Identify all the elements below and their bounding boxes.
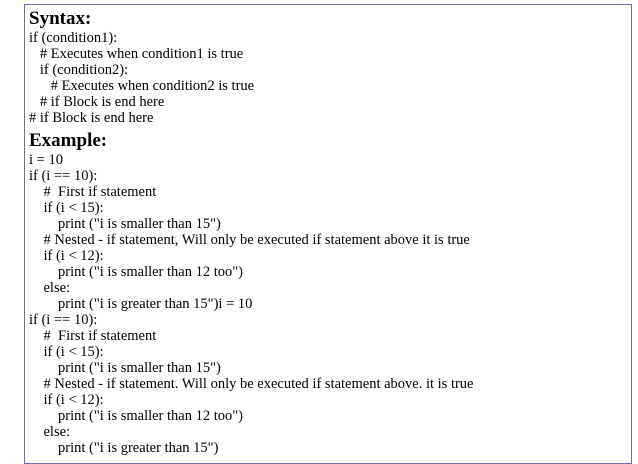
code-line: print ("i is smaller than 15") [29,360,221,376]
code-line: i = 10 [29,152,63,168]
code-line: # First if statement [29,184,157,200]
document-page [24,4,632,464]
code-line: if (i == 10): [29,168,98,184]
example-code-block [29,152,627,456]
code-line: if (condition2): [29,62,129,78]
syntax-heading: Syntax: [29,8,92,29]
code-line: # Executes when condition1 is true [29,46,244,62]
code-line: print ("i is greater than 15")i = 10 [29,296,253,312]
code-line: # Nested - if statement, Will only be executed if statement above it is true [29,232,470,248]
code-line: print ("i is smaller than 12 too") [29,264,244,280]
code-line: # Executes when condition2 is true [29,78,255,94]
document-content [29,8,627,456]
code-line: else: [29,424,71,440]
code-line: # if Block is end here [29,110,154,126]
code-line: print ("i is smaller than 12 too") [29,408,244,424]
code-line: else: [29,280,71,296]
code-line: if (i < 15): [29,200,104,216]
code-line: if (i == 10): [29,312,98,328]
code-line: if (i < 12): [29,392,104,408]
code-line: print ("i is greater than 15") [29,440,219,456]
code-line: if (i < 12): [29,248,104,264]
syntax-code-block [29,30,627,126]
code-line: # First if statement [29,328,157,344]
code-line: # Nested - if statement. Will only be executed if statement above. it is true [29,376,474,392]
code-line: if (condition1): [29,30,118,46]
code-line: if (i < 15): [29,344,104,360]
example-heading: Example: [29,130,108,151]
code-line: print ("i is smaller than 15") [29,216,221,232]
code-line: # if Block is end here [29,94,165,110]
